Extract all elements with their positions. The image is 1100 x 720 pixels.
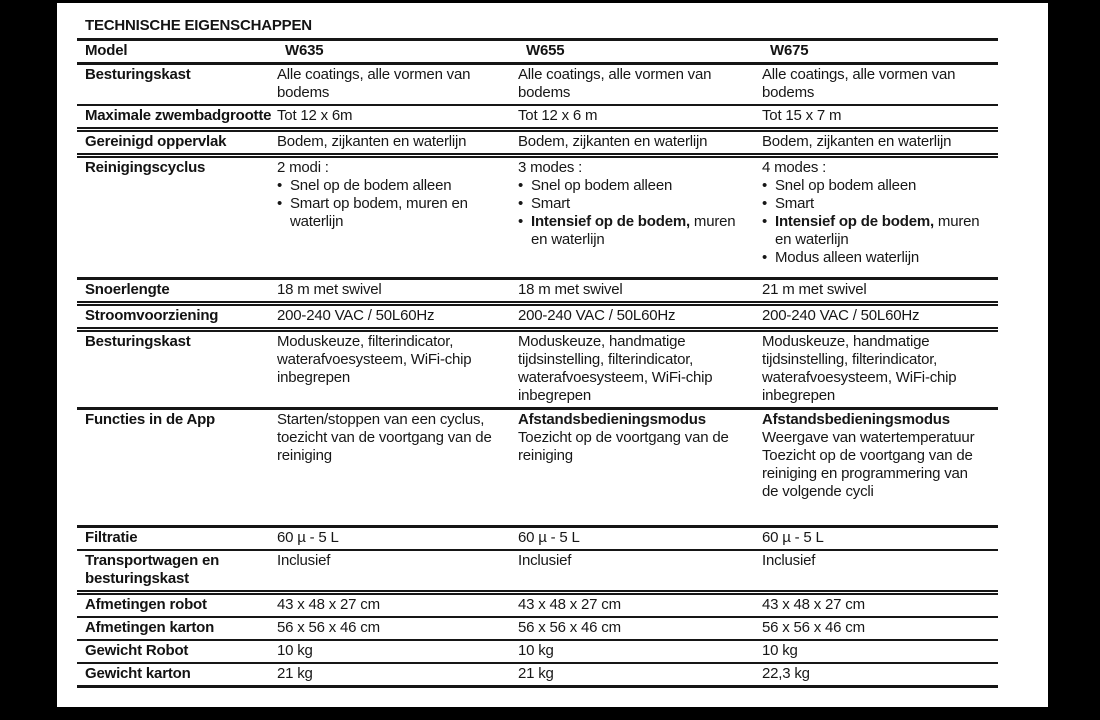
bullet-line: • Intensief op de bodem, muren en waterlijn: [762, 213, 980, 249]
spec-label: Functies in de App: [85, 411, 216, 428]
bullet-line: • Snel op de bodem alleen: [277, 177, 500, 195]
text-line: 2 modi :: [277, 159, 329, 176]
spec-label: Snoerlengte: [85, 281, 170, 298]
bullet-line: • Snel op bodem alleen: [518, 177, 744, 195]
table-row: [77, 105, 998, 130]
spec-cell: [518, 409, 762, 527]
text-line: 200-240 VAC / 50L60Hz: [518, 307, 676, 324]
header-model-w675: W675: [770, 42, 809, 59]
spec-cell: [518, 105, 762, 130]
spec-cell: [277, 617, 518, 640]
text-line: 60 µ - 5 L: [762, 529, 824, 546]
spec-cell: [762, 130, 998, 156]
table-header-row: [77, 41, 998, 64]
spec-label: Gereinigd oppervlak: [85, 133, 227, 150]
spec-cell: [518, 640, 762, 663]
text-line: Tot 15 x 7 m: [762, 107, 842, 124]
text-line: 56 x 56 x 46 cm: [518, 619, 621, 636]
spec-cell: [518, 304, 762, 330]
spec-cell: [277, 279, 518, 304]
text-line: Alle coatings, alle vormen van bodems: [277, 66, 471, 101]
table-row: [77, 617, 998, 640]
spec-cell: [277, 527, 518, 551]
text-line: Afstandsbedieningsmodus: [518, 411, 706, 428]
text-line: Starten/stoppen van een cyclus, toezicht van de voortgang van de reiniging: [277, 411, 492, 464]
text-line: Moduskeuze, filterindicator, waterafvoesysteem, WiFi-chip inbegrepen: [277, 333, 472, 386]
spec-cell: [277, 550, 518, 593]
spec-cell: [762, 640, 998, 663]
text-line: Moduskeuze, handmatige tijdsinstelling, filterindicator, waterafvoesysteem, WiFi-chip inbegrepen: [518, 333, 713, 404]
text-line: 43 x 48 x 27 cm: [518, 596, 621, 613]
text-line: Tot 12 x 6m: [277, 107, 353, 124]
header-model-label: Model: [85, 42, 128, 59]
text-line: Bodem, zijkanten en waterlijn: [762, 133, 952, 150]
text-line: Inclusief: [277, 552, 331, 569]
spec-cell: [762, 593, 998, 618]
text-line: 21 kg: [277, 665, 313, 682]
text-line: Weergave van watertemperatuur: [762, 429, 975, 446]
spec-cell: [762, 330, 998, 409]
spec-cell: [277, 130, 518, 156]
header-model-w635: W635: [285, 42, 324, 59]
spec-cell: [762, 156, 998, 279]
text-line: 18 m met swivel: [277, 281, 382, 298]
table-row: [77, 409, 998, 527]
spec-cell: [277, 105, 518, 130]
spec-cell: [518, 130, 762, 156]
spec-cell: [277, 663, 518, 687]
spec-cell: [277, 330, 518, 409]
table-row: [77, 663, 998, 687]
spec-cell: [762, 279, 998, 304]
title-section: [77, 17, 998, 41]
spec-label: Reinigingscyclus: [85, 159, 206, 176]
spec-cell: [277, 304, 518, 330]
table-row: [77, 593, 998, 618]
spec-cell: [277, 593, 518, 618]
spec-cell: [762, 617, 998, 640]
spec-cell: [762, 409, 998, 527]
text-line: 3 modes :: [518, 159, 583, 176]
spec-cell: [277, 409, 518, 527]
text-line: 21 m met swivel: [762, 281, 867, 298]
text-line: 43 x 48 x 27 cm: [762, 596, 865, 613]
text-line: Inclusief: [762, 552, 816, 569]
spec-label: Transportwagen en besturingskast: [85, 552, 220, 587]
text-line: 43 x 48 x 27 cm: [277, 596, 380, 613]
text-line: Toezicht op de voortgang van de reiniging en programmering van de volgende cycli: [762, 447, 973, 500]
spec-cell: [518, 330, 762, 409]
spec-cell: [518, 663, 762, 687]
bullet-line: • Smart: [762, 195, 980, 213]
spec-label: Besturingskast: [85, 66, 191, 83]
text-line: 21 kg: [518, 665, 554, 682]
spec-label: Maximale zwembadgrootte: [85, 107, 272, 124]
text-line: 200-240 VAC / 50L60Hz: [762, 307, 920, 324]
text-line: 56 x 56 x 46 cm: [277, 619, 380, 636]
bullet-line: • Snel op bodem alleen: [762, 177, 980, 195]
text-line: Inclusief: [518, 552, 572, 569]
spec-cell: [518, 617, 762, 640]
bullet-line: • Smart: [518, 195, 744, 213]
spec-cell: [762, 663, 998, 687]
spec-label: Besturingskast: [85, 333, 191, 350]
text-line: Bodem, zijkanten en waterlijn: [277, 133, 467, 150]
spec-label: Filtratie: [85, 529, 138, 546]
spec-cell: [277, 156, 518, 279]
spec-label: Stroomvoorziening: [85, 307, 219, 324]
table-row: [77, 527, 998, 551]
text-line: 10 kg: [518, 642, 554, 659]
spec-cell: [762, 64, 998, 106]
text-line: Moduskeuze, handmatige tijdsinstelling, filterindicator, waterafvoesysteem, WiFi-chip inbegrepen: [762, 333, 957, 404]
spec-label: Afmetingen robot: [85, 596, 207, 613]
spec-cell: [277, 640, 518, 663]
spec-cell: [518, 279, 762, 304]
text-line: 60 µ - 5 L: [518, 529, 580, 546]
bullet-line: • Modus alleen waterlijn: [762, 249, 980, 267]
table-row: [77, 550, 998, 593]
table-row: [77, 304, 998, 330]
text-line: Alle coatings, alle vormen van bodems: [518, 66, 712, 101]
table-row: [77, 279, 998, 304]
spec-cell: [518, 527, 762, 551]
header-model-w655: W655: [526, 42, 565, 59]
text-line: 18 m met swivel: [518, 281, 623, 298]
table-row: [77, 640, 998, 663]
text-line: 200-240 VAC / 50L60Hz: [277, 307, 435, 324]
text-line: Afstandsbedieningsmodus: [762, 411, 950, 428]
spec-cell: [762, 527, 998, 551]
text-line: 4 modes :: [762, 159, 827, 176]
text-line: 22,3 kg: [762, 665, 810, 682]
spec-cell: [277, 64, 518, 106]
spec-cell: [518, 593, 762, 618]
text-line: Bodem, zijkanten en waterlijn: [518, 133, 708, 150]
table-row: [77, 64, 998, 106]
bullet-line: • Intensief op de bodem, muren en waterlijn: [518, 213, 744, 249]
spec-label: Afmetingen karton: [85, 619, 215, 636]
spec-cell: [762, 304, 998, 330]
text-line: 10 kg: [762, 642, 798, 659]
spec-cell: [762, 105, 998, 130]
document-page: [57, 3, 1048, 707]
text-line: 56 x 56 x 46 cm: [762, 619, 865, 636]
spec-label: Gewicht karton: [85, 665, 191, 682]
spec-cell: [518, 64, 762, 106]
table-row: [77, 330, 998, 409]
spec-cell: [762, 550, 998, 593]
table-row: [77, 130, 998, 156]
bullet-line: • Smart op bodem, muren en waterlijn: [277, 195, 500, 231]
text-line: Alle coatings, alle vormen van bodems: [762, 66, 956, 101]
spec-cell: [518, 550, 762, 593]
page-title: TECHNISCHE EIGENSCHAPPEN: [85, 17, 312, 34]
spec-cell: [518, 156, 762, 279]
specs-table: [77, 41, 998, 688]
spec-label: Gewicht Robot: [85, 642, 189, 659]
text-line: Toezicht op de voortgang van de reiniging: [518, 429, 729, 464]
text-line: Tot 12 x 6 m: [518, 107, 598, 124]
spec-sheet: [77, 17, 998, 688]
table-row: [77, 156, 998, 279]
text-line: 60 µ - 5 L: [277, 529, 339, 546]
text-line: 10 kg: [277, 642, 313, 659]
